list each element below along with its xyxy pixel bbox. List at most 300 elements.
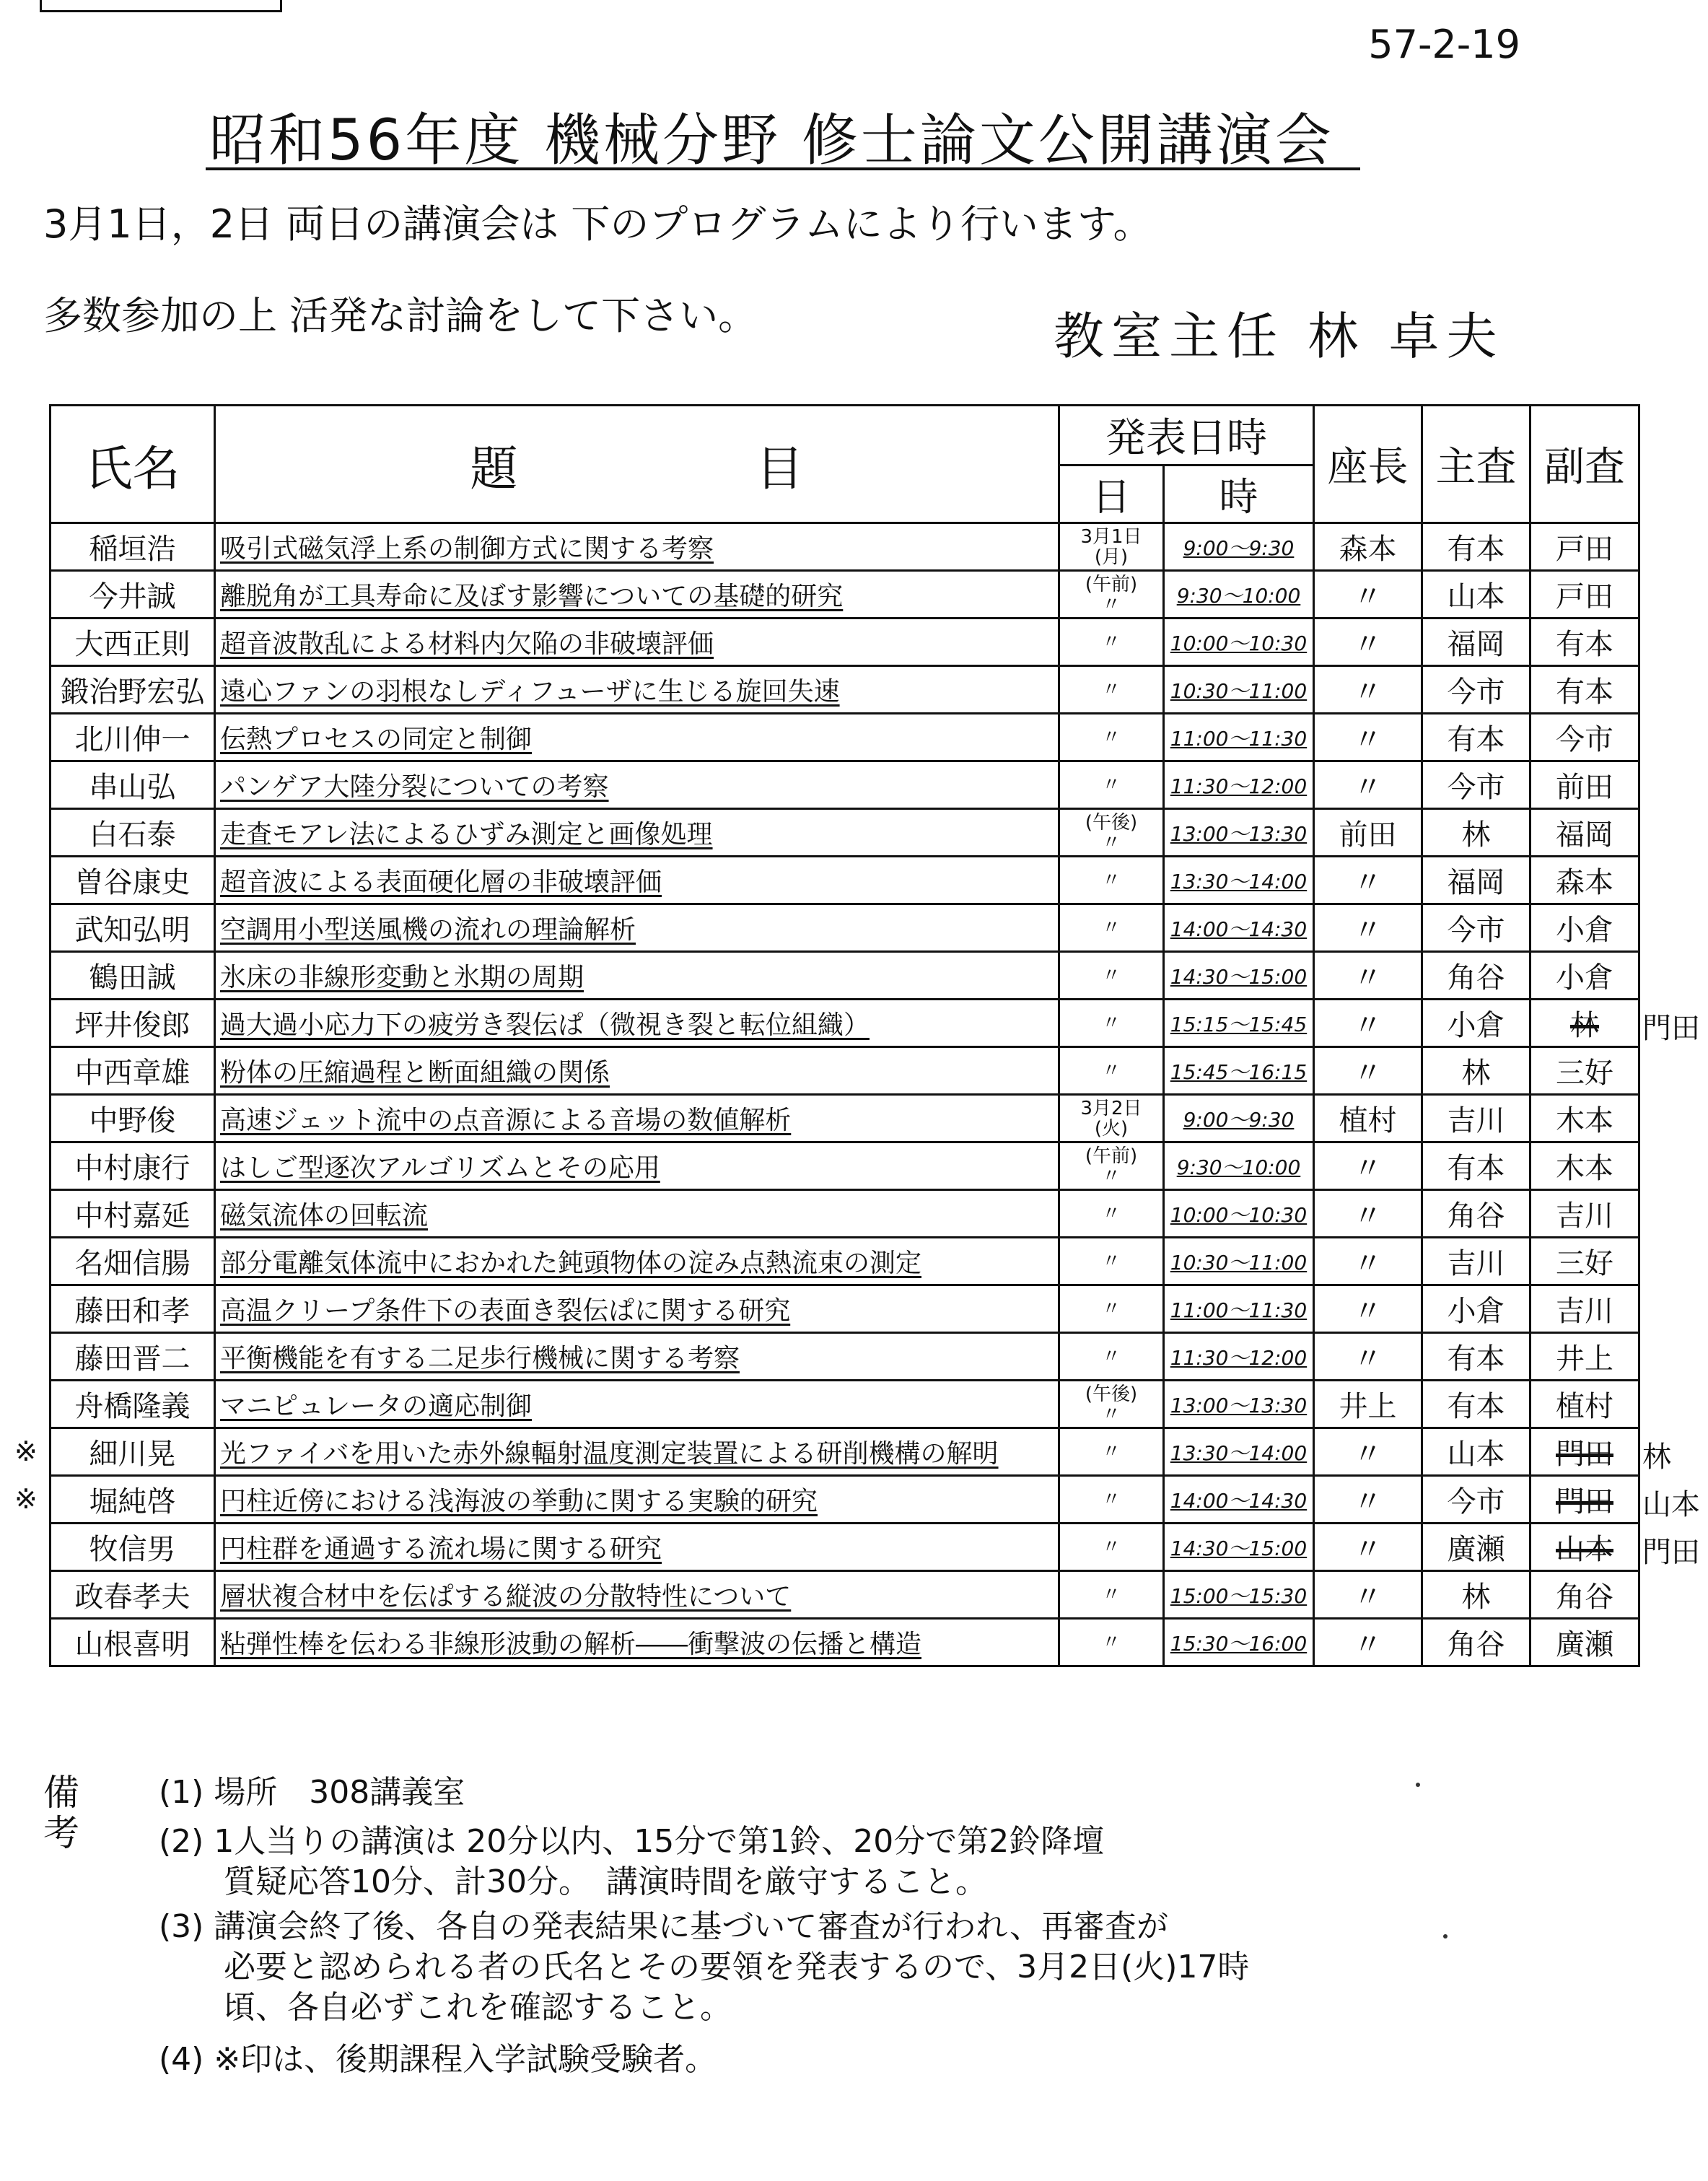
row-name-text: 細川晃 <box>89 1438 176 1471</box>
row-name <box>51 1190 215 1238</box>
row-time-text: 11:00～11:30 <box>1170 1298 1308 1322</box>
row-chair <box>1314 761 1422 809</box>
header-name: 氏名 <box>51 406 215 523</box>
row-name-text: 牧信男 <box>89 1533 176 1566</box>
row-time-text: 11:00～11:30 <box>1170 726 1308 751</box>
row-chair-text: 〃 <box>1353 961 1383 995</box>
row-day <box>1059 1571 1164 1619</box>
row-name-text: 北川伸一 <box>74 723 190 756</box>
row-topic-text: 平衡機能を有する二足歩行機械に関する考察 <box>220 1344 740 1373</box>
row-name-text: 坪井俊郎 <box>74 1009 190 1042</box>
row-chief-examiner-text: 今市 <box>1447 1485 1505 1518</box>
row-chief-examiner <box>1422 1047 1530 1095</box>
row-chief-examiner-text: 福岡 <box>1447 866 1505 899</box>
row-time <box>1164 1190 1314 1238</box>
row-chair <box>1314 714 1422 761</box>
row-name-text: 藤田和孝 <box>74 1295 190 1328</box>
row-vice-examiner-text: 戸田 <box>1556 533 1613 566</box>
row-name <box>51 857 215 904</box>
row-vice-examiner <box>1530 1047 1639 1095</box>
title-underline <box>206 167 1360 170</box>
row-time <box>1164 1285 1314 1333</box>
row-time-text: 15:15～15:45 <box>1170 1012 1308 1036</box>
row-time-text: 13:30～14:00 <box>1170 869 1308 893</box>
row-chair-text: 植村 <box>1339 1104 1397 1137</box>
row-vice-examiner-text: 門田 <box>1556 1485 1613 1518</box>
row-chief-examiner <box>1422 761 1530 809</box>
row-chief-examiner <box>1422 1095 1530 1142</box>
row-chief-examiner-text: 小倉 <box>1447 1009 1505 1042</box>
row-time-text: 14:00～14:30 <box>1170 1488 1308 1513</box>
row-name <box>51 1333 215 1381</box>
row-time <box>1164 857 1314 904</box>
row-vice-examiner <box>1530 1571 1639 1619</box>
row-topic-text: 層状複合材中を伝ぱする縦波の分散特性について <box>220 1582 792 1612</box>
row-chair <box>1314 809 1422 857</box>
row-name-text: 舟橋隆義 <box>74 1390 190 1423</box>
row-chief-examiner-text: 吉川 <box>1447 1247 1505 1280</box>
row-name-text: 中野俊 <box>89 1104 176 1137</box>
row-chief-examiner-text: 小倉 <box>1447 1295 1505 1328</box>
row-time <box>1164 571 1314 619</box>
row-vice-examiner <box>1530 1190 1639 1238</box>
row-name-text: 中村康行 <box>74 1152 190 1185</box>
row-chair <box>1314 1476 1422 1524</box>
row-vice-examiner-text: 木本 <box>1556 1152 1613 1185</box>
row-day <box>1059 523 1164 571</box>
row-topic <box>215 619 1059 666</box>
row-vice-examiner <box>1530 1619 1639 1666</box>
row-vice-examiner-text: 井上 <box>1556 1342 1613 1376</box>
replacement-examiner-note: 門田 <box>1642 1535 1700 1569</box>
row-day-text: 〃 <box>1101 1012 1121 1034</box>
row-day <box>1059 714 1164 761</box>
row-chief-examiner <box>1422 1285 1530 1333</box>
header-datetime: 発表日時 <box>1059 406 1314 466</box>
row-chief-examiner-text: 今市 <box>1447 914 1505 947</box>
remark-3c: 頃、各自必ずこれを確認すること。 <box>224 1989 732 2026</box>
row-time <box>1164 1619 1314 1666</box>
row-chief-examiner-text: 角谷 <box>1447 1628 1505 1661</box>
row-time <box>1164 619 1314 666</box>
row-name <box>51 666 215 714</box>
row-topic <box>215 1000 1059 1047</box>
row-topic-text: 円柱群を通過する流れ場に関する研究 <box>220 1534 662 1564</box>
row-name <box>51 714 215 761</box>
row-vice-examiner-text: 小倉 <box>1556 914 1613 947</box>
row-day-text: 〃 <box>1101 678 1121 701</box>
table-row <box>51 809 1639 857</box>
table-row <box>51 1333 1639 1381</box>
row-chief-examiner <box>1422 1476 1530 1524</box>
row-name <box>51 1381 215 1428</box>
row-vice-examiner <box>1530 857 1639 904</box>
table-row <box>51 1095 1639 1142</box>
row-topic <box>215 1476 1059 1524</box>
row-day <box>1059 1476 1164 1524</box>
remark-3a: (3) 講演会終了後、各自の発表結果に基づいて審査が行われ、再審査が <box>159 1908 1168 1945</box>
row-topic-text: パンゲア大陸分裂についての考察 <box>220 772 609 802</box>
row-chair-text: 〃 <box>1353 914 1383 947</box>
row-time-text: 10:00～10:30 <box>1170 631 1308 655</box>
row-name <box>51 619 215 666</box>
row-time <box>1164 1238 1314 1285</box>
row-day <box>1059 1333 1164 1381</box>
row-day-text: 〃 <box>1101 1583 1121 1606</box>
row-chair-text: 前田 <box>1339 818 1397 852</box>
row-chief-examiner <box>1422 1142 1530 1190</box>
row-name <box>51 1047 215 1095</box>
row-name <box>51 761 215 809</box>
row-vice-examiner-text: 森本 <box>1556 866 1613 899</box>
row-day <box>1059 1619 1164 1666</box>
row-chair <box>1314 571 1422 619</box>
row-chair <box>1314 1000 1422 1047</box>
row-vice-examiner <box>1530 714 1639 761</box>
row-day-text: 〃 <box>1101 1441 1121 1463</box>
row-chair <box>1314 1238 1422 1285</box>
row-chair-text: 〃 <box>1353 1342 1383 1376</box>
row-time <box>1164 1524 1314 1571</box>
row-topic-text: 伝熱プロセスの同定と制御 <box>220 725 533 754</box>
row-name-text: 山根喜明 <box>74 1628 190 1661</box>
row-chief-examiner <box>1422 619 1530 666</box>
row-chief-examiner <box>1422 809 1530 857</box>
row-chief-examiner-text: 今市 <box>1447 676 1505 709</box>
row-name-text: 中西章雄 <box>74 1057 190 1090</box>
row-topic <box>215 1524 1059 1571</box>
row-vice-examiner <box>1530 619 1639 666</box>
row-time <box>1164 1000 1314 1047</box>
row-day <box>1059 1285 1164 1333</box>
row-topic-text: 過大過小応力下の疲労き裂伝ぱ（微視き裂と転位組織） <box>220 1010 870 1040</box>
row-vice-examiner <box>1530 1142 1639 1190</box>
row-chair-text: 〃 <box>1353 1152 1383 1185</box>
row-chief-examiner-text: 有本 <box>1447 723 1505 756</box>
row-topic-text: はしご型逐次アルゴリズムとその応用 <box>220 1153 660 1183</box>
remark-2a: (2) 1人当りの講演は 20分以内、15分で第1鈴、20分で第2鈴降壇 <box>159 1823 1105 1860</box>
row-topic <box>215 1047 1059 1095</box>
row-name-text: 白石泰 <box>89 818 176 852</box>
row-chair-text: 〃 <box>1353 1057 1383 1090</box>
row-name-text: 中村嘉延 <box>74 1199 190 1233</box>
table-row <box>51 952 1639 1000</box>
replacement-examiner-note: 山本 <box>1642 1487 1700 1521</box>
row-chief-examiner-text: 今市 <box>1447 771 1505 804</box>
row-day-text: 3月1日 (月) <box>1080 525 1142 568</box>
row-day-text: (午後) 〃 <box>1085 811 1138 854</box>
row-topic <box>215 666 1059 714</box>
row-vice-examiner-text: 木本 <box>1556 1104 1613 1137</box>
row-time <box>1164 761 1314 809</box>
row-chair <box>1314 1524 1422 1571</box>
header-vice-examiner: 副査 <box>1530 406 1639 523</box>
row-vice-examiner-text: 有本 <box>1556 628 1613 661</box>
row-vice-examiner <box>1530 904 1639 952</box>
row-chair <box>1314 1047 1422 1095</box>
row-topic <box>215 952 1059 1000</box>
row-day-text: 〃 <box>1101 1536 1121 1558</box>
row-time <box>1164 904 1314 952</box>
row-name <box>51 1000 215 1047</box>
row-time-text: 11:30～12:00 <box>1170 774 1308 798</box>
row-chair <box>1314 1571 1422 1619</box>
row-time <box>1164 1381 1314 1428</box>
row-time-text: 9:00～9:30 <box>1183 1107 1295 1132</box>
speck <box>1443 1934 1448 1939</box>
row-vice-examiner <box>1530 809 1639 857</box>
row-day <box>1059 619 1164 666</box>
header-chief-examiner: 主査 <box>1422 406 1530 523</box>
row-day-text: 〃 <box>1101 1298 1121 1320</box>
row-name-text: 鶴田誠 <box>89 961 176 995</box>
row-vice-examiner <box>1530 1333 1639 1381</box>
header-chair: 座長 <box>1314 406 1422 523</box>
row-vice-examiner <box>1530 1428 1639 1476</box>
row-topic <box>215 571 1059 619</box>
row-topic <box>215 1571 1059 1619</box>
row-topic-text: 超音波散乱による材料内欠陥の非破壊評価 <box>220 629 714 659</box>
row-name-text: 武知弘明 <box>74 914 190 947</box>
row-chief-examiner <box>1422 571 1530 619</box>
table-row <box>51 666 1639 714</box>
row-time-text: 10:00～10:30 <box>1170 1202 1308 1227</box>
row-day <box>1059 1000 1164 1047</box>
row-topic-text: 部分電離気体流中におかれた鈍頭物体の淀み点熱流束の測定 <box>220 1249 922 1278</box>
row-day-text: 〃 <box>1101 1202 1121 1225</box>
row-time <box>1164 1047 1314 1095</box>
remark-1: (1) 場所 308講義室 <box>159 1774 465 1811</box>
row-chair-text: 〃 <box>1353 580 1383 613</box>
exam-candidate-mark: ※ <box>14 1435 38 1467</box>
row-day <box>1059 666 1164 714</box>
row-topic <box>215 1238 1059 1285</box>
row-chair-text: 森本 <box>1339 533 1397 566</box>
document-date: 57-2-19 <box>1368 22 1520 67</box>
row-time <box>1164 523 1314 571</box>
row-chief-examiner-text: 有本 <box>1447 1342 1505 1376</box>
table-row <box>51 1190 1639 1238</box>
row-chief-examiner <box>1422 1571 1530 1619</box>
row-chief-examiner <box>1422 857 1530 904</box>
row-day-text: 〃 <box>1101 964 1121 987</box>
row-day-text: (午前) 〃 <box>1085 1145 1138 1187</box>
table-row <box>51 1142 1639 1190</box>
row-topic <box>215 1285 1059 1333</box>
row-chair-text: 〃 <box>1353 1438 1383 1471</box>
row-vice-examiner-text: 今市 <box>1556 723 1613 756</box>
row-vice-examiner <box>1530 952 1639 1000</box>
row-name-text: 藤田晋二 <box>74 1342 190 1376</box>
row-day <box>1059 1190 1164 1238</box>
row-chair <box>1314 1190 1422 1238</box>
row-vice-examiner-text: 吉川 <box>1556 1199 1613 1233</box>
row-topic <box>215 1190 1059 1238</box>
row-vice-examiner <box>1530 571 1639 619</box>
row-topic <box>215 714 1059 761</box>
row-day <box>1059 1142 1164 1190</box>
row-chief-examiner <box>1422 952 1530 1000</box>
row-day-text: 〃 <box>1101 1059 1121 1082</box>
row-chair-text: 〃 <box>1353 1581 1383 1614</box>
row-topic-text: マニピュレータの適応制御 <box>220 1391 533 1421</box>
row-chief-examiner-text: 有本 <box>1447 533 1505 566</box>
row-chair <box>1314 1142 1422 1190</box>
row-name-text: 堀純啓 <box>89 1485 176 1518</box>
row-vice-examiner <box>1530 1095 1639 1142</box>
row-chief-examiner <box>1422 1000 1530 1047</box>
row-topic <box>215 1095 1059 1142</box>
row-chair <box>1314 666 1422 714</box>
row-chief-examiner-text: 林 <box>1461 1057 1491 1090</box>
row-name <box>51 1095 215 1142</box>
row-topic-text: 走査モアレ法によるひずみ測定と画像処理 <box>220 820 713 849</box>
row-topic <box>215 904 1059 952</box>
row-topic-text: 氷床の非線形変動と氷期の周期 <box>220 963 584 992</box>
row-vice-examiner <box>1530 523 1639 571</box>
row-chair <box>1314 904 1422 952</box>
row-topic-text: 吸引式磁気浮上系の制御方式に関する考察 <box>220 534 714 564</box>
table-row <box>51 1381 1639 1428</box>
row-time-text: 14:00～14:30 <box>1170 917 1308 941</box>
table-row <box>51 1428 1639 1476</box>
row-day-text: 〃 <box>1101 774 1121 796</box>
row-chief-examiner-text: 角谷 <box>1447 961 1505 995</box>
row-chair-text: 〃 <box>1353 1199 1383 1233</box>
row-day-text: 〃 <box>1101 917 1121 939</box>
row-topic <box>215 809 1059 857</box>
row-topic-text: 超音波による表面硬化層の非破壊評価 <box>220 867 662 897</box>
row-topic <box>215 1381 1059 1428</box>
row-topic <box>215 1333 1059 1381</box>
row-time-text: 9:30～10:00 <box>1176 583 1301 608</box>
row-chief-examiner <box>1422 714 1530 761</box>
row-day <box>1059 1095 1164 1142</box>
row-chair-text: 〃 <box>1353 866 1383 899</box>
table-row <box>51 1476 1639 1524</box>
row-chair <box>1314 1285 1422 1333</box>
row-name <box>51 1238 215 1285</box>
row-day-text: 〃 <box>1101 1488 1121 1511</box>
row-chief-examiner-text: 吉川 <box>1447 1104 1505 1137</box>
remark-4: (4) ※印は、後期課程入学試験受験者。 <box>159 2041 717 2078</box>
row-vice-examiner-text: 小倉 <box>1556 961 1613 995</box>
row-name <box>51 1524 215 1571</box>
row-chief-examiner-text: 林 <box>1461 818 1491 852</box>
row-chief-examiner-text: 有本 <box>1447 1152 1505 1185</box>
row-day-text: 3月2日 (火) <box>1080 1097 1142 1140</box>
row-topic-text: 遠心ファンの羽根なしディフューザに生じる旋回失速 <box>220 677 840 707</box>
row-name <box>51 1428 215 1476</box>
row-day-text: 〃 <box>1101 631 1121 653</box>
table-row <box>51 761 1639 809</box>
row-day <box>1059 761 1164 809</box>
table-row <box>51 1047 1639 1095</box>
row-chair <box>1314 619 1422 666</box>
row-vice-examiner-text: 門田 <box>1556 1438 1613 1471</box>
header-topic: 題 目 <box>215 406 1059 523</box>
row-time <box>1164 952 1314 1000</box>
row-vice-examiner <box>1530 666 1639 714</box>
remark-3b: 必要と認められる者の氏名とその要領を発表するので、3月2日(火)17時 <box>224 1949 1250 1985</box>
table-row <box>51 619 1639 666</box>
row-topic-text: 空調用小型送風機の流れの理論解析 <box>220 915 636 945</box>
row-chair <box>1314 1095 1422 1142</box>
row-chair-text: 〃 <box>1353 771 1383 804</box>
row-time-text: 9:00～9:30 <box>1183 536 1295 560</box>
table-row <box>51 1000 1639 1047</box>
row-chief-examiner <box>1422 904 1530 952</box>
row-name <box>51 1476 215 1524</box>
row-chief-examiner-text: 有本 <box>1447 1390 1505 1423</box>
table-row <box>51 1619 1639 1666</box>
row-vice-examiner-text: 廣瀬 <box>1556 1628 1613 1661</box>
row-name-text: 今井誠 <box>89 580 176 613</box>
row-name <box>51 1571 215 1619</box>
row-topic <box>215 1428 1059 1476</box>
row-chief-examiner-text: 林 <box>1461 1581 1491 1614</box>
table-row <box>51 523 1639 571</box>
header-time: 時 <box>1164 466 1314 523</box>
row-chair <box>1314 857 1422 904</box>
row-vice-examiner <box>1530 1476 1639 1524</box>
row-time-text: 15:45～16:15 <box>1170 1059 1308 1084</box>
row-day <box>1059 571 1164 619</box>
row-name-text: 串山弘 <box>89 771 176 804</box>
row-name-text: 稲垣浩 <box>89 533 176 566</box>
row-vice-examiner <box>1530 1285 1639 1333</box>
row-chair <box>1314 1333 1422 1381</box>
row-chief-examiner-text: 山本 <box>1447 1438 1505 1471</box>
row-chief-examiner <box>1422 666 1530 714</box>
row-chair-text: 〃 <box>1353 1485 1383 1518</box>
row-name <box>51 571 215 619</box>
row-name-text: 政春孝夫 <box>74 1581 190 1614</box>
row-chair-text: 〃 <box>1353 723 1383 756</box>
row-name <box>51 809 215 857</box>
row-name-text: 名畑信腸 <box>74 1247 190 1280</box>
row-chief-examiner <box>1422 1333 1530 1381</box>
row-vice-examiner-text: 角谷 <box>1556 1581 1613 1614</box>
table-row <box>51 1238 1639 1285</box>
row-topic-text: 高速ジェット流中の点音源による音場の数値解析 <box>220 1106 792 1135</box>
row-vice-examiner <box>1530 761 1639 809</box>
row-chief-examiner-text: 山本 <box>1447 580 1505 613</box>
row-topic-text: 円柱近傍における浅海波の挙動に関する実験的研究 <box>220 1487 818 1516</box>
row-time-text: 10:30～11:00 <box>1170 678 1308 703</box>
row-chair <box>1314 523 1422 571</box>
row-chair-text: 〃 <box>1353 1295 1383 1328</box>
row-chief-examiner <box>1422 1428 1530 1476</box>
row-chief-examiner-text: 福岡 <box>1447 628 1505 661</box>
row-day <box>1059 952 1164 1000</box>
row-chief-examiner <box>1422 1381 1530 1428</box>
row-topic-text: 粘弾性棒を伝わる非線形波動の解析――衝撃波の伝播と構造 <box>220 1630 922 1659</box>
replacement-examiner-note: 門田 <box>1642 1011 1700 1045</box>
row-chair-text: 〃 <box>1353 1533 1383 1566</box>
row-vice-examiner-text: 山本 <box>1556 1533 1613 1566</box>
schedule-table <box>49 404 1640 1667</box>
row-day-text: 〃 <box>1101 1345 1121 1368</box>
row-vice-examiner-text: 三好 <box>1556 1057 1613 1090</box>
row-chair-text: 井上 <box>1339 1390 1397 1423</box>
intro-line-2: 多数参加の上 活発な討論をして下さい。 <box>43 293 758 338</box>
row-chair <box>1314 1428 1422 1476</box>
row-time-text: 13:00～13:30 <box>1170 821 1308 846</box>
row-chair <box>1314 952 1422 1000</box>
row-topic-text: 離脱角が工具寿命に及ぼす影響についての基礎的研究 <box>220 582 844 611</box>
row-day-text: 〃 <box>1101 869 1121 891</box>
